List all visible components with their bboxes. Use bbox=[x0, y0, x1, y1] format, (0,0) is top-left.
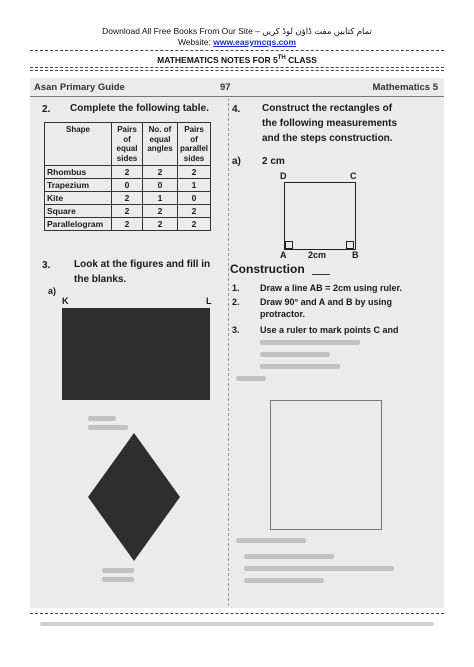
blurred-text bbox=[102, 577, 134, 582]
blurred-text bbox=[102, 568, 134, 573]
side-length-label: 2cm bbox=[308, 250, 327, 260]
blurred-text bbox=[260, 364, 340, 369]
banner-divider-2 bbox=[30, 70, 444, 71]
table-row: Kite 2 1 0 bbox=[45, 192, 211, 205]
vertex-k: K bbox=[62, 296, 69, 306]
q2-number: 2. bbox=[42, 104, 51, 115]
blurred-text bbox=[88, 425, 128, 430]
blurred-text bbox=[236, 376, 266, 381]
q3-text: Look at the figures and fill in the blanks. bbox=[74, 259, 211, 285]
website-label: Website: bbox=[177, 37, 214, 47]
table-header-row bbox=[45, 123, 211, 166]
header-rule bbox=[30, 96, 444, 97]
step-3-number: 3. bbox=[232, 325, 240, 335]
step-1-text: Draw a line AB = 2cm using ruler. bbox=[260, 283, 402, 293]
page-number: 97 bbox=[220, 82, 231, 93]
step-3-text: Use a ruler to mark points C and bbox=[260, 325, 399, 335]
step-2-text-cont: protractor. bbox=[260, 309, 306, 319]
rhombus-figure bbox=[88, 433, 180, 561]
table-row: Parallelogram 2 2 2 bbox=[45, 218, 211, 231]
site-banner bbox=[0, 26, 474, 48]
blurred-text bbox=[88, 416, 116, 421]
banner-divider-top bbox=[30, 50, 444, 51]
col-equal-angles: No. of equal angles bbox=[143, 123, 178, 166]
construction-underline bbox=[312, 274, 330, 275]
banner-divider-1 bbox=[30, 67, 444, 68]
scanned-page bbox=[30, 78, 444, 608]
col-equal-sides: Pairs of equal sides bbox=[112, 123, 143, 166]
blurred-footer bbox=[40, 622, 434, 626]
second-rectangle bbox=[270, 400, 382, 530]
q3-part-a: a) bbox=[48, 286, 57, 296]
q4-measure: 2 cm bbox=[262, 156, 285, 167]
q2-text: Complete the following table. bbox=[70, 103, 209, 114]
vertex-l: L bbox=[206, 296, 212, 306]
q4-number: 4. bbox=[232, 104, 241, 115]
square-construction bbox=[284, 182, 356, 250]
download-notice: Download All Free Books From Our Site – تمام کتابیں مفت ڈاؤن لوڈ کریں bbox=[102, 26, 372, 36]
step-1-number: 1. bbox=[232, 283, 240, 293]
website-link[interactable]: www.easymcqs.com bbox=[213, 37, 297, 47]
q4-text: Construct the rectangles of the following measurements and the steps construction. bbox=[262, 103, 398, 144]
vertex-c: C bbox=[350, 171, 357, 181]
step-2-number: 2. bbox=[232, 297, 240, 307]
table-row: Square 2 2 2 bbox=[45, 205, 211, 218]
blurred-text bbox=[244, 554, 334, 559]
q4-part-a: a) bbox=[232, 156, 241, 167]
step-2-text: Draw 90° and A and B by using bbox=[260, 297, 392, 307]
column-divider bbox=[228, 98, 229, 606]
table-row: Rhombus 2 2 2 bbox=[45, 166, 211, 179]
notes-title: MATHEMATICS NOTES FOR 5TH CLASS bbox=[157, 55, 317, 65]
q3-number: 3. bbox=[42, 260, 51, 271]
footer-divider bbox=[30, 613, 444, 614]
table-row: Trapezium 0 0 1 bbox=[45, 179, 211, 192]
col-parallel-sides: Pairs of parallel sides bbox=[178, 123, 211, 166]
rectangle-figure bbox=[62, 308, 210, 400]
blurred-text bbox=[260, 352, 330, 357]
vertex-a: A bbox=[280, 250, 287, 260]
blurred-text bbox=[236, 538, 306, 543]
vertex-d: D bbox=[280, 171, 287, 181]
right-angle-marker bbox=[346, 241, 354, 249]
right-angle-marker bbox=[285, 241, 293, 249]
shape-properties-table bbox=[44, 122, 211, 231]
subject-label: Mathematics 5 bbox=[372, 82, 438, 93]
blurred-text bbox=[244, 578, 324, 583]
website-line bbox=[0, 37, 474, 48]
vertex-b: B bbox=[352, 250, 359, 260]
col-shape: Shape bbox=[45, 123, 112, 166]
blurred-text bbox=[244, 566, 394, 571]
construction-heading: Construction bbox=[230, 262, 305, 276]
blurred-text bbox=[260, 340, 360, 345]
book-title: Asan Primary Guide bbox=[34, 82, 125, 93]
